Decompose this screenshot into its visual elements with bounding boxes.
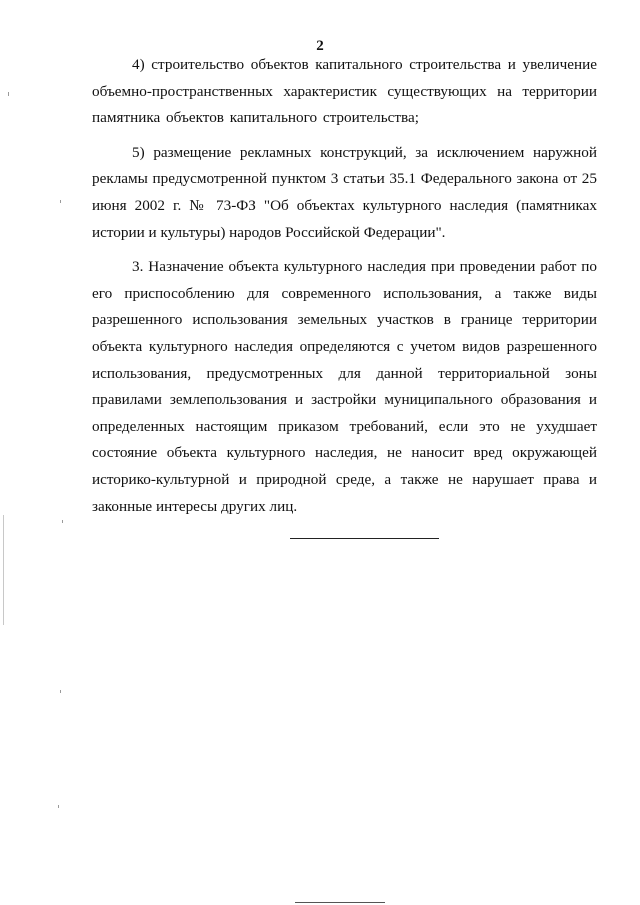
scan-artifact <box>3 515 4 625</box>
page-number: 2 <box>316 38 324 54</box>
scan-artifact <box>8 92 9 96</box>
scan-artifact <box>58 805 59 808</box>
paragraph-section-3: 3. Назначение объекта культурного наследия при проведении работ по его приспособлению для современного использования, а также виды разрешенного использования земельных участков в границе территории объекта культурного наследия определяются с учетом видов разрешенного использования, предусмотренных для данной территориальной зоны правилами землепользования и застройки муниципального образования и определенных настоящим приказом требований, если это не ухудшает состояние объекта культурного наследия, не наносит вред окружающей историко-культурной и природной среде, а также не нарушает права и законные интересы других лиц. <box>92 258 597 515</box>
document-body <box>92 52 597 520</box>
paragraph-item-4: 4) строительство объектов капитального строительства и увеличение объемно-пространственных характеристик существующих на территории памятника объектов капитального строительства; <box>92 56 597 127</box>
scan-artifact <box>295 902 385 903</box>
end-separator-line <box>290 538 439 539</box>
paragraph-item-5: 5) размещение рекламных конструкций, за исключением наружной рекламы предусмотренной пунктом 3 статьи 35.1 Федерального закона от 25 июня 2002 г. № 73-ФЗ "Об объектах культурного наследия (памятниках истории и культуры) народов Российской Федерации". <box>92 143 597 241</box>
scan-artifact <box>60 690 61 693</box>
scan-artifact <box>62 520 63 523</box>
scan-artifact <box>60 200 61 203</box>
